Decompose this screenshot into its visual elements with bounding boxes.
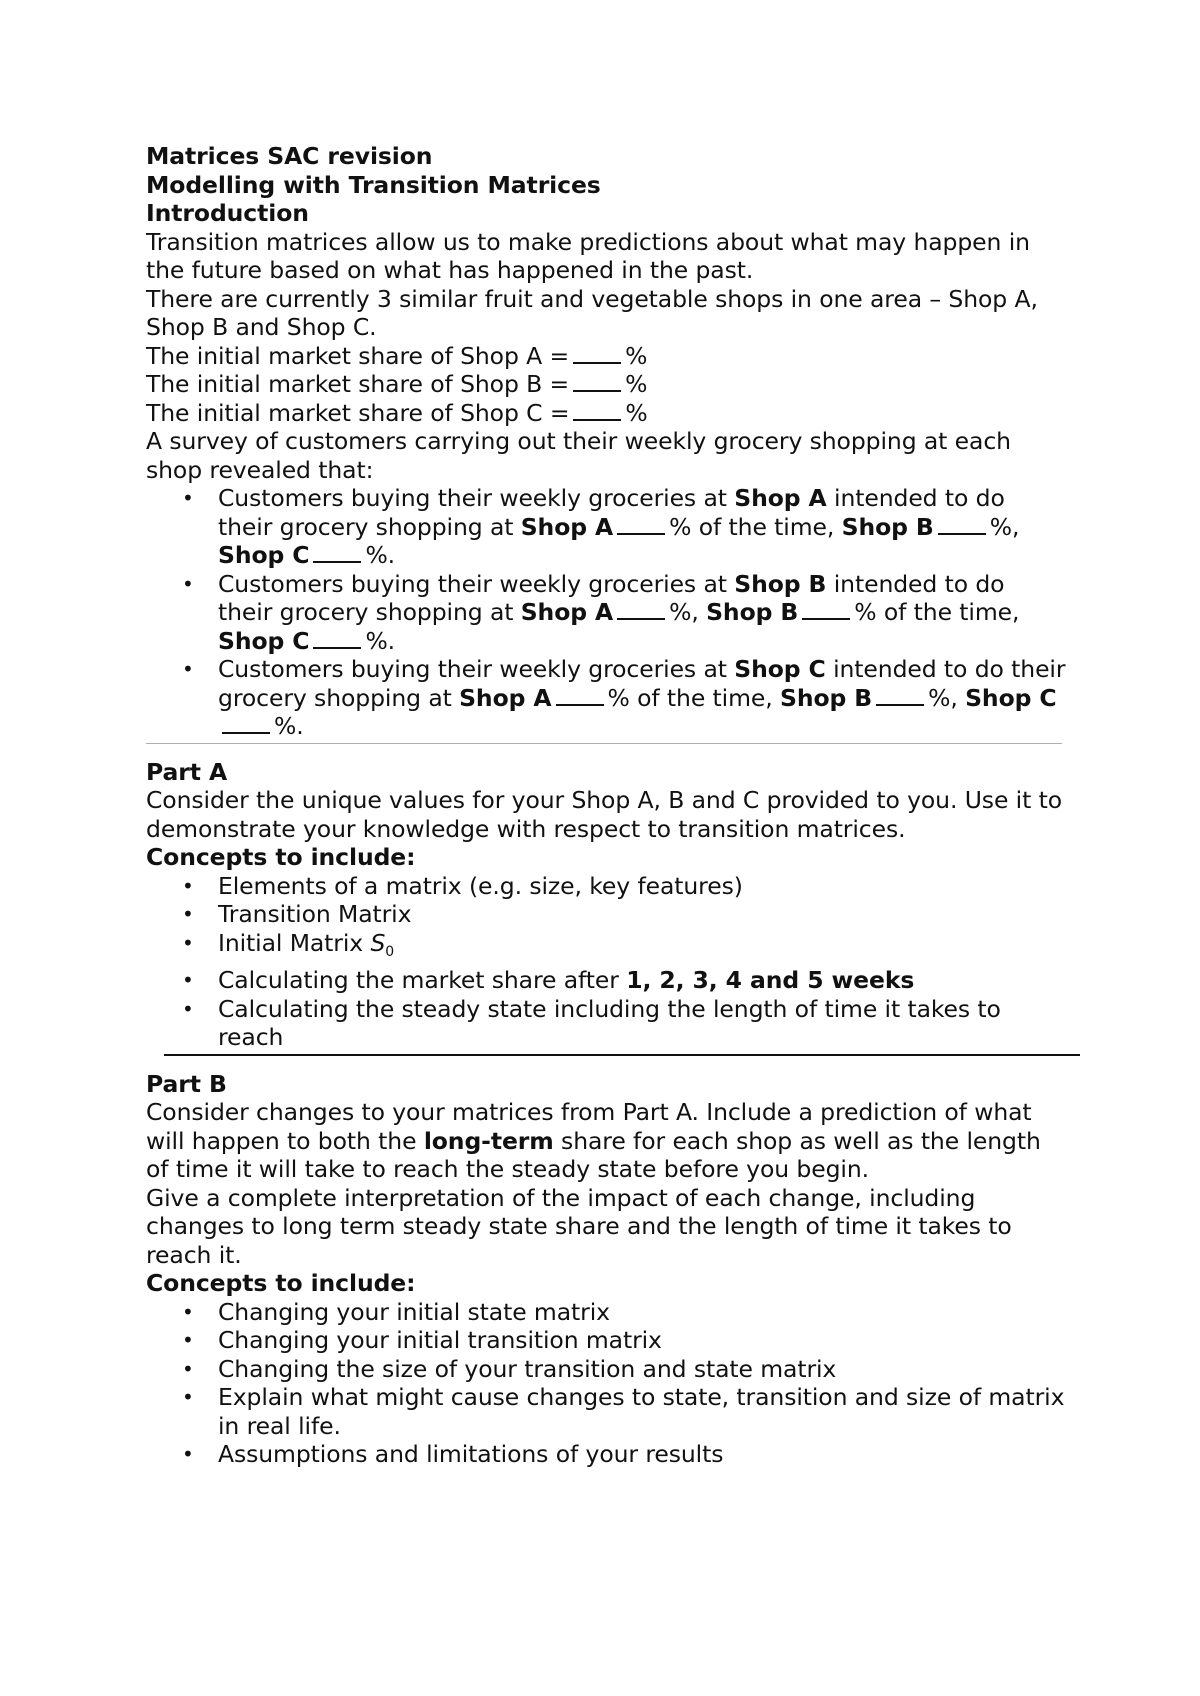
blank-field (617, 515, 665, 535)
blank-field (573, 401, 621, 421)
blank-field (222, 714, 270, 734)
list-item: • Transition Matrix (146, 900, 1066, 929)
section-divider (146, 743, 1062, 744)
part-a-heading: Part A (146, 757, 228, 786)
part-a-concepts-heading: Concepts to include: (146, 843, 416, 871)
survey-list (146, 484, 1066, 741)
share-line-c: The initial market share of Shop C = % (146, 398, 648, 427)
part-b-concepts-heading: Concepts to include: (146, 1269, 416, 1297)
blank-field (313, 543, 361, 563)
list-item: • Changing the size of your transition and state matrix (146, 1355, 1066, 1384)
part-a-concepts-list (146, 872, 1066, 1052)
intro-heading: Introduction (146, 199, 309, 227)
part-b-concepts-list (146, 1298, 1066, 1469)
part-b-text: Consider changes to your matrices from Part A. Include a prediction of what will happen to both the long-term share for each shop as well as the length of time it will take to reach the steady state before you begin. (146, 1098, 1041, 1183)
matrix-symbol: S (370, 928, 386, 957)
section-divider (164, 1054, 1080, 1056)
blank-field (573, 344, 621, 364)
matrix-subscript: 0 (385, 943, 395, 960)
intro-paragraph-1: Transition matrices allow us to make predictions about what may happen in the future based on what has happened in the past. (146, 227, 1030, 284)
blank-field (313, 629, 361, 649)
document-page (146, 142, 1066, 1469)
doc-title: Matrices SAC revision (146, 142, 433, 170)
list-item: • Calculating the market share after 1, 2, 3, 4 and 5 weeks (146, 966, 1066, 995)
share-line-a: The initial market share of Shop A = % (146, 341, 648, 370)
list-item: • Elements of a matrix (e.g. size, key features) (146, 872, 1066, 901)
blank-field (876, 686, 924, 706)
list-item: • Explain what might cause changes to state, transition and size of matrix in real life. (146, 1383, 1066, 1440)
list-item: • Changing your initial transition matrix (146, 1326, 1066, 1355)
blank-field (802, 600, 850, 620)
survey-item-shop-b: • Customers buying their weekly groceries at Shop B intended to do their grocery shopping at Shop A %, Shop B % of the time, Shop C %. (146, 570, 1066, 656)
list-item: • Changing your initial state matrix (146, 1298, 1066, 1327)
survey-item-shop-a: • Customers buying their weekly groceries at Shop A intended to do their grocery shopping at Shop A % of the time, Shop B %, Shop C %. (146, 484, 1066, 570)
blank-field (573, 372, 621, 392)
survey-paragraph: A survey of customers carrying out their weekly grocery shopping at each shop revealed that: (146, 427, 1011, 484)
intro-paragraph-2: There are currently 3 similar fruit and vegetable shops in one area – Shop A, Shop B and Shop C. (146, 284, 1038, 341)
blank-field (938, 515, 986, 535)
survey-item-shop-c: • Customers buying their weekly groceries at Shop C intended to do their grocery shopping at Shop A % of the time, Shop B %, Shop C%. (146, 655, 1066, 741)
part-b-text-2: Give a complete interpretation of the impact of each change, including changes to long term steady state share and the length of time it takes to reach it. (146, 1183, 1012, 1269)
list-item: • Assumptions and limitations of your results (146, 1440, 1066, 1469)
list-item: • Calculating the steady state including the length of time it takes to reach (146, 995, 1066, 1052)
share-line-b: The initial market share of Shop B = % (146, 370, 648, 398)
doc-subtitle: Modelling with Transition Matrices (146, 170, 601, 199)
blank-field (617, 600, 665, 620)
blank-field (556, 686, 604, 706)
part-b-heading: Part B (146, 1069, 227, 1098)
part-a-text: Consider the unique values for your Shop A, B and C provided to you. Use it to demonstrate your knowledge with respect to transition matrices. (146, 786, 1062, 843)
list-item: • Initial Matrix $S_0$ (146, 929, 1066, 967)
